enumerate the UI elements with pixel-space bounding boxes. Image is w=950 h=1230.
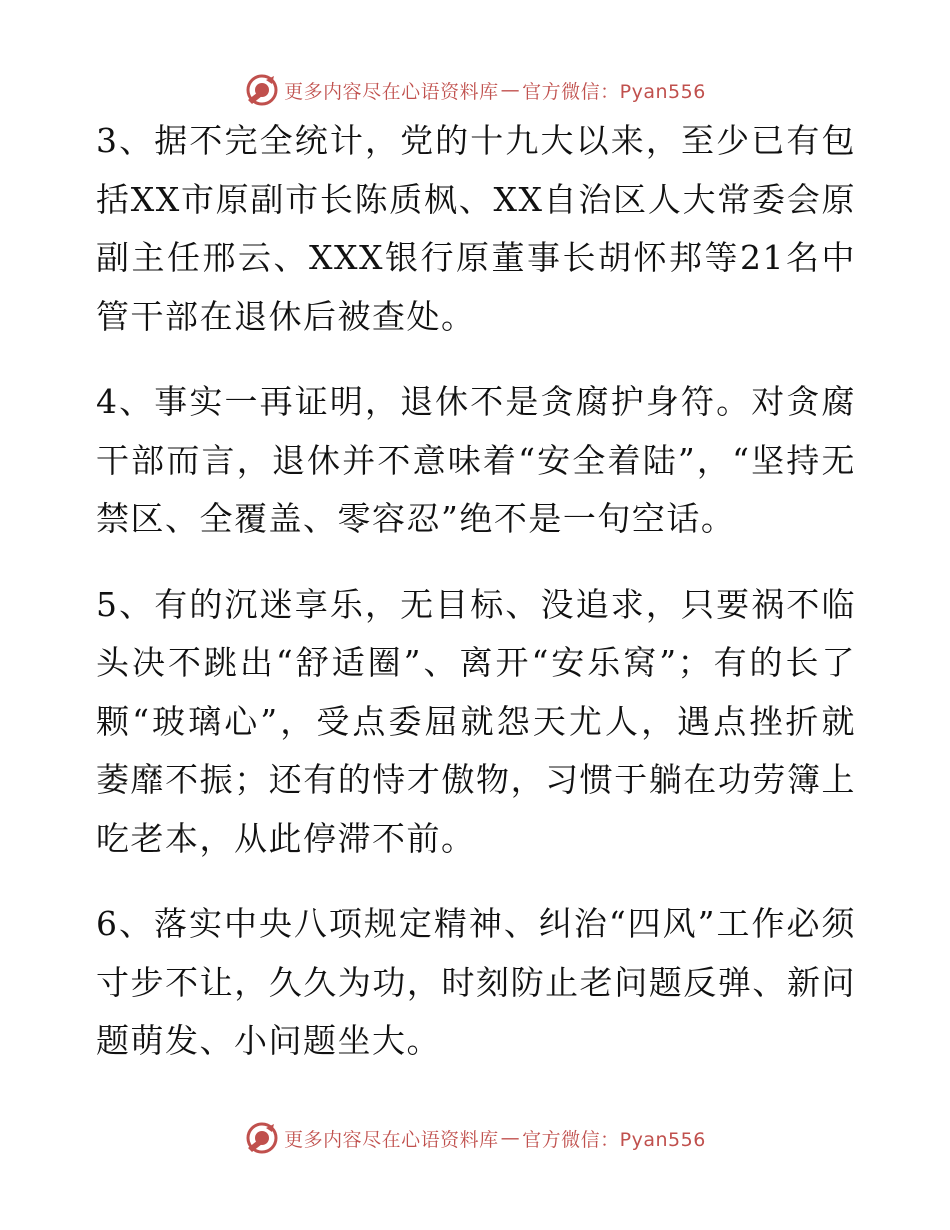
header-watermark: [0, 70, 950, 110]
paragraph-3: 3、据不完全统计，党的十九大以来，至少已有包括XX市原副市长陈质枫、XX自治区人大常委会原副主任邢云、XXX银行原董事长胡怀邦等21名中管干部在退休后被查处。: [96, 121, 856, 336]
paragraph-4: 4、事实一再证明，退休不是贪腐护身符。对贪腐干部而言，退休并不意味着“安全着陆”，“坚持无禁区、全覆盖、零容忍”绝不是一句空话。: [96, 382, 856, 538]
footer-brand-text: 更多内容尽在心语资料库: [284, 1128, 499, 1151]
document-body: [96, 112, 856, 1098]
footer-separator: —: [500, 1127, 521, 1149]
header-contact-text: 官方微信：Pyan556: [522, 80, 706, 103]
red-seal-logo-icon: [244, 1120, 280, 1156]
footer-contact-text: 官方微信：Pyan556: [522, 1128, 706, 1151]
red-seal-logo-icon: [244, 72, 280, 108]
paragraph-6: 6、落实中央八项规定精神、纠治“四风”工作必须寸步不让，久久为功，时刻防止老问题反弹、新问题萌发、小问题坐大。: [96, 904, 856, 1060]
paragraph-5: 5、有的沉迷享乐，无目标、没追求，只要祸不临头决不跳出“舒适圈”、离开“安乐窝”；有的长了颗“玻璃心”，受点委屈就怨天尤人，遇点挫折就萎靡不振；还有的恃才傲物，习惯于躺在功劳簿上吃老本，从此停滞不前。: [96, 584, 856, 858]
footer-watermark: [0, 1118, 950, 1158]
header-separator: —: [500, 79, 521, 101]
header-brand-text: 更多内容尽在心语资料库: [284, 80, 499, 103]
